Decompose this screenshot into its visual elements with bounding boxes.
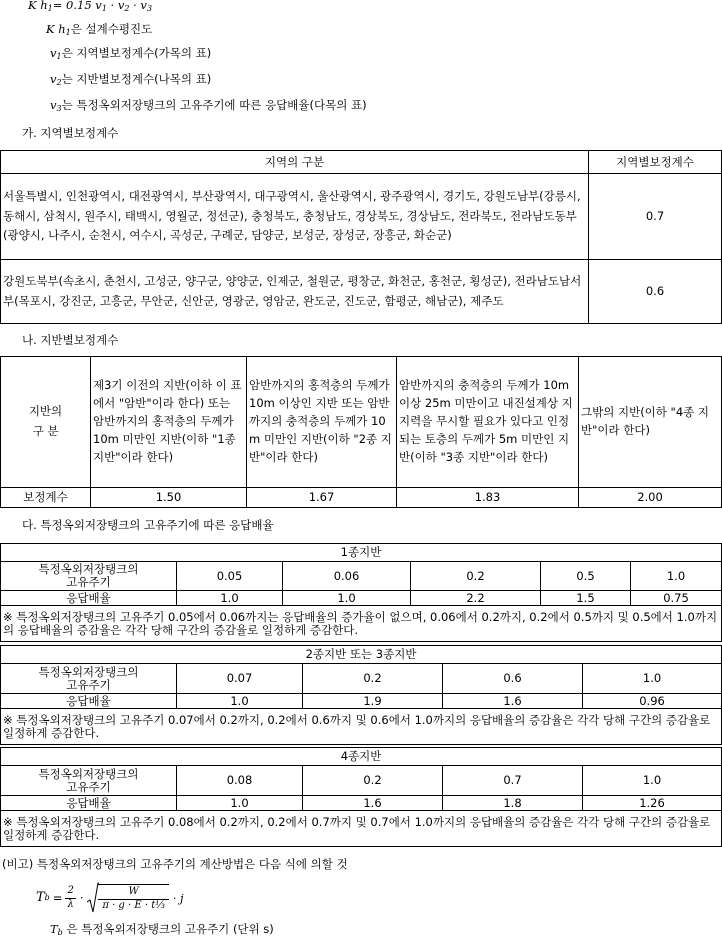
ground-type-1: 제3기 이전의 지반(이하 이 표에서 "암반"이라 한다) 또는 암반까지의 홍적층의 두께가 10m 미만인 지반(이하 "1종 지반"이라 한다) (91, 357, 247, 488)
t1-period: 1.0 (631, 562, 722, 591)
formula-main: K $h_1= 0.15$ $v_1 \cdot v_2 \cdot v_3$ (28, 0, 153, 13)
t2-response: 1.6 (443, 694, 583, 709)
def-v2: $v_2$는 지반별보정계수(나목의 표) (50, 72, 212, 87)
ground-coef-table (0, 356, 722, 508)
response-table-3 (0, 747, 722, 847)
t1-note: ※ 특정옥외저장탱크의 고유주기 0.05에서 0.06까지는 응답배율의 증가율이 없으며, 0.06에서 0.2까지, 0.2에서 0.5까지 및 0.5에서 1.0까지의 응답배율의 증감율은 각각 당해 구간의 증감율로 일정하게 증감한다. (1, 606, 722, 642)
t3-response: 1.8 (443, 796, 583, 811)
t3-title: 4종지반 (1, 748, 722, 766)
t1-response: 1.0 (177, 591, 283, 606)
t3-period: 0.08 (177, 766, 303, 796)
ground-type-2: 암반까지의 홍적층의 두께가 10m 이상인 지반 또는 암반까지의 충적층의 두께가 10m 미만인 지반(이하 "2종 지반"이라 한다) (247, 357, 397, 488)
t1-response: 1.5 (541, 591, 631, 606)
t2-period: 1.0 (583, 664, 722, 694)
t2-response: 1.9 (303, 694, 443, 709)
t2-response-label: 응답배율 (1, 694, 177, 709)
period-formula: T b = $\frac{2}{\lambda}$ · $\frac{W}{\text{π · g · E · t⅓}}$ · j (36, 878, 184, 918)
t1-response: 1.0 (283, 591, 411, 606)
t1-response: 2.2 (411, 591, 541, 606)
regional-coef-table (0, 150, 722, 324)
ground-type-4: 그밖의 지반(이하 "4종 지반"이라 한다) (579, 357, 722, 488)
t3-period: 1.0 (583, 766, 722, 796)
ground-label: 지반의 구 분 (1, 357, 91, 488)
t2-title: 2종지반 또는 3종지반 (1, 646, 722, 664)
t1-period: 0.5 (541, 562, 631, 591)
coef-row-1: 0.7 (589, 174, 722, 260)
coef-value-4: 2.00 (579, 488, 722, 508)
def-v1: $v_1$은 지역별보정계수(가목의 표) (50, 46, 212, 61)
t2-period: 0.6 (443, 664, 583, 694)
t3-period: 0.2 (303, 766, 443, 796)
t1-period: 0.2 (411, 562, 541, 591)
t1-period: 0.06 (283, 562, 411, 591)
region-row-2: 강원도북부(속초시, 춘천시, 고성군, 양구군, 양양군, 인제군, 철원군, 평창군, 화천군, 홍천군, 횡성군), 전라남도남서부(목포시, 강진군, 고흥군, 무안군, 신안군, 영광군, 영암군, 완도군, 진도군, 함평군, 해남군), 제주도 (1, 260, 589, 324)
t1-response: 0.75 (631, 591, 722, 606)
remark-text: (비고) 특정옥외저장탱크의 고유주기의 계산방법은 다음 식에 의할 것 (2, 857, 348, 871)
t1-period-label: 특정옥외저장탱크의 고유주기 (1, 562, 177, 591)
t2-period-label: 특정옥외저장탱크의 고유주기 (1, 664, 177, 694)
coef-row-2: 0.6 (589, 260, 722, 324)
t2-response: 0.96 (583, 694, 722, 709)
response-table-1 (0, 543, 722, 642)
t2-period: 0.2 (303, 664, 443, 694)
section-ga-title: 가. 지역별보정계수 (22, 126, 119, 140)
ground-type-3: 암반까지의 충적층의 두께가 10m 이상 25m 미만이고 내진설계상 지지력을 무시할 필요가 있다고 인정되는 토층의 두께가 5m 미만인 지반(이하 "3종 지반"이라 한다) (397, 357, 579, 488)
tb-definition: $T_b$ 은 특정옥외저장탱크의 고유주기 (단위 s) (50, 922, 274, 937)
coef-value-1: 1.50 (91, 488, 247, 508)
t3-period-label: 특정옥외저장탱크의 고유주기 (1, 766, 177, 796)
coef-value-2: 1.67 (247, 488, 397, 508)
t2-response: 1.0 (177, 694, 303, 709)
t1-period: 0.05 (177, 562, 283, 591)
def-kh1: K $h_1$은 설계수평진도 (46, 22, 153, 37)
t3-note: ※ 특정옥외저장탱크의 고유주기 0.08에서 0.2까지, 0.2에서 0.7까지 및 0.7에서 1.0까지의 응답배율의 증감율은 각각 당해 구간의 증감율로 일정하게 증감한다. (1, 811, 722, 847)
t3-response-label: 응답배율 (1, 796, 177, 811)
t3-period: 0.7 (443, 766, 583, 796)
t2-note: ※ 특정옥외저장탱크의 고유주기 0.07에서 0.2까지, 0.2에서 0.6까지 및 0.6에서 1.0까지의 응답배율의 증감율은 각각 당해 구간의 증감율로 일정하게 증감한다. (1, 709, 722, 745)
coef-value-3: 1.83 (397, 488, 579, 508)
t3-response: 1.0 (177, 796, 303, 811)
header-region: 지역의 구분 (1, 151, 589, 174)
response-table-2 (0, 645, 722, 745)
section-na-title: 나. 지반별보정계수 (22, 333, 119, 347)
t1-response-label: 응답배율 (1, 591, 177, 606)
t1-title: 1종지반 (1, 544, 722, 562)
region-row-1: 서울특별시, 인천광역시, 대전광역시, 부산광역시, 대구광역시, 울산광역시, 광주광역시, 경기도, 강원도남부(강릉시, 동해시, 삼척시, 원주시, 태백시, 영월군, 정선군), 충청북도, 충청남도, 경상북도, 경상남도, 전라북도, 전라남도동부(광양시, 나주시, 순천시, 여수시, 곡성군, 구례군, 담양군, 보성군, 장성군, 장흥군, 화순군) (1, 174, 589, 260)
def-v3: $v_3$는 특정옥외저장탱크의 고유주기에 따른 응답배율(다목의 표) (50, 98, 367, 113)
header-coef: 지역별보정계수 (589, 151, 722, 174)
t3-response: 1.26 (583, 796, 722, 811)
section-da-title: 다. 특정옥외저장탱크의 고유주기에 따른 응답배율 (22, 518, 274, 532)
t3-response: 1.6 (303, 796, 443, 811)
t2-period: 0.07 (177, 664, 303, 694)
coef-label: 보정계수 (1, 488, 91, 508)
